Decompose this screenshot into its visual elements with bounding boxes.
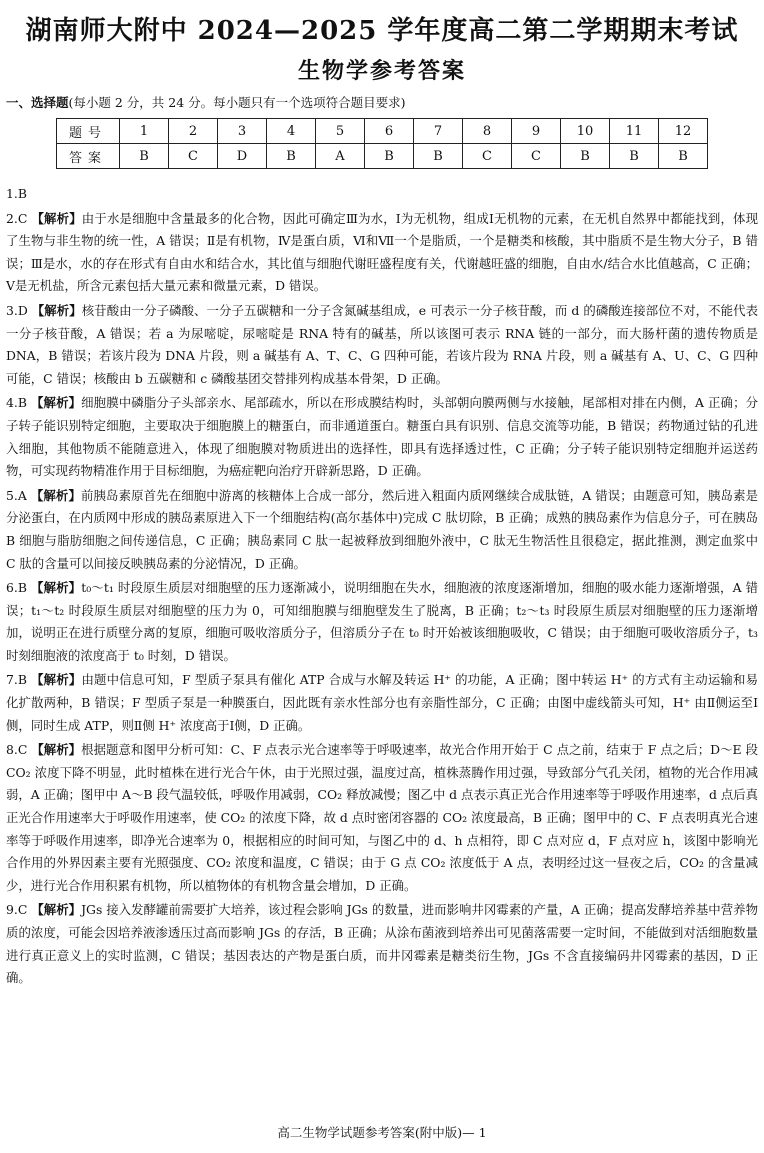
question-number: 8 (463, 119, 512, 144)
item-text: 由于水是细胞中含量最多的化合物，因此可确定Ⅲ为水，Ⅰ为无机物，组成Ⅰ无机物的元素，在无机自然界中都能找到，体现了生物与非生物的统一性，A 错误；Ⅱ是有机物，Ⅳ是蛋白质，Ⅵ和Ⅶ一个是脂质，一个是糖类和核酸，其中脂质不是生物大分子，B 错误；Ⅲ是水，水的存在形式有自由水和结合水，其比值与细胞代谢旺盛程度有关，代谢越旺盛的细胞，自由水/结合水比值越高，C 正确；Ⅴ是无机盐，所含元素包括大量元素和微量元素，D 错误。 (6, 210, 758, 294)
row-label-answer: 答案 (57, 144, 120, 169)
answer-cell: B (610, 144, 659, 169)
item-text: 前胰岛素原首先在细胞中游离的核糖体上合成一部分，然后进入粗面内质网继续合成肽链，A 错误；由题意可知，胰岛素是分泌蛋白，在内质网中形成的胰岛素原进入下一个细胞结构(高尔基体中)完成 C 肽切除，B 正确；成熟的胰岛素作为信息分子，可在胰岛 B 细胞与脂肪细胞之间传递信息，C 正确；胰岛素同 C 肽一起被释放到细胞外液中，C 肽无生物活性且很稳定，据此推测，测定血浆中 C 肽的含量可以间接反映胰岛素的分泌情况，D 正确。 (6, 487, 758, 571)
question-number: 5 (316, 119, 365, 144)
answer-item-5 (6, 485, 758, 575)
answer-item-6 (6, 577, 758, 667)
analysis-tag: 【解析】 (31, 742, 82, 758)
item-number: 4.B (6, 395, 27, 411)
answer-cell: B (414, 144, 463, 169)
item-number: 8.C (6, 742, 28, 758)
item-number: 9.C (6, 902, 28, 918)
analysis-tag: 【解析】 (31, 210, 82, 226)
analysis-tag: 【解析】 (31, 302, 82, 318)
question-number: 4 (267, 119, 316, 144)
answer-cell: A (316, 144, 365, 169)
analysis-tag: 【解析】 (31, 395, 82, 411)
answer-item-8 (6, 739, 758, 897)
item-number: 6.B (6, 580, 27, 596)
section-title: 一、选择题 (6, 95, 69, 110)
item-number: 2.C (6, 210, 28, 226)
item-text: 根据题意和图甲分析可知：C、F 点表示光合速率等于呼吸速率，故光合作用开始于 C 点之前，结束于 F 点之后；D～E 段 CO₂ 浓度下降不明显，此时植株在进行光合午休，由于光照过强，温度过高，植株蒸腾作用过强，导致部分气孔关闭，植物的光合作用减弱，A 正确；图甲中 A～B 段气温较低，呼吸作用减弱，CO₂ 释放减慢；图乙中 d 点表示真正光合作用速率等于呼吸作用速率，d 点后真正光合作用速率大于呼吸作用速率，使 CO₂ 的浓度下降，故 d 点时密闭容器的 CO₂ 浓度最高，B 正确；图甲中的 C、F 点表明真光合速率等于呼吸作用速率，即净光合速率为 0，根据相应的时间可知，与图乙中的 d、h 点相符，即 C 点对应 d，F 点对应 h，该图中影响光合作用的外界因素主要有光照强度、CO₂ 浓度和温度，C 错误；由于 G 点 CO₂ 浓度低于 A 点，表明经过这一昼夜之后，CO₂ 的含量减少，进行光合作用积累有机物，所以植物体的有机物含量会增加，D 正确。 (6, 742, 758, 893)
question-number: 6 (365, 119, 414, 144)
answer-item-1 (6, 183, 758, 206)
answer-item-4 (6, 392, 758, 482)
answer-cell: B (561, 144, 610, 169)
item-text: 细胞膜中磷脂分子头部亲水、尾部疏水，所以在形成膜结构时，头部朝向膜两侧与水接触，尾部相对排在内侧，A 正确；分子转子能识别特定细胞，主要取决于细胞膜上的糖蛋白，而非通道蛋白。糖蛋白具有识别、信息交流等功能，B 错误；药物通过钻的孔进入细胞，其他物质不能随意进入，体现了细胞膜对物质进出的选择性，即具有选择透过性，C 正确；分子转子能识别特定细胞并运送药物，可实现药物精准作用于目标细胞，为癌症靶向治疗开辟新思路，D 正确。 (6, 395, 758, 479)
item-text: 核苷酸由一分子磷酸、一分子五碳糖和一分子含氮碱基组成，e 可表示一分子核苷酸，而 d 的磷酸连接部位不对，不能代表一分子核苷酸，A 错误；若 a 为尿嘧啶，尿嘧啶是 RNA 特有的碱基，所以该图可表示 RNA 链的一部分，而大肠杆菌的遗传物质是 DNA，B 错误；若该片段为 DNA 片段，则 a 碱基有 A、T、C、G 四种可能，若该片段为 RNA 片段，则 a 碱基有 A、U、C、G 四种可能，C 错误；核酸由 b 五碳糖和 c 磷酸基团交替排列构成基本骨架，D 正确。 (6, 302, 758, 386)
question-number: 1 (120, 119, 169, 144)
answer-table (56, 118, 708, 169)
answer-item-9 (6, 899, 758, 989)
page-subtitle: 生物学参考答案 (297, 58, 466, 84)
answer-table-row-numbers (57, 119, 708, 144)
section-note: (每小题 2 分，共 24 分。每小题只有一个选项符合题目要求) (68, 95, 406, 110)
question-number: 7 (414, 119, 463, 144)
item-number: 1.B (6, 186, 27, 201)
page-title: 湖南师大附中 2024—2025 学年度高二第二学期期末考试 (25, 16, 739, 46)
item-number: 7.B (6, 672, 27, 688)
analysis-tag: 【解析】 (30, 487, 81, 503)
answer-cell: C (169, 144, 218, 169)
answer-item-2 (6, 208, 758, 298)
analysis-tag: 【解析】 (31, 672, 82, 688)
row-label-number: 题号 (57, 119, 120, 144)
item-number: 3.D (6, 302, 28, 318)
answer-table-row-answers (57, 144, 708, 169)
section-heading (6, 94, 406, 112)
answer-cell: B (659, 144, 708, 169)
question-number: 10 (561, 119, 610, 144)
question-number: 3 (218, 119, 267, 144)
question-number: 12 (659, 119, 708, 144)
answer-cell: B (365, 144, 414, 169)
answer-cell: C (463, 144, 512, 169)
answer-cell: B (267, 144, 316, 169)
item-text: t₀～t₁ 时段原生质层对细胞壁的压力逐渐减小，说明细胞在失水，细胞液的浓度逐渐增加，细胞的吸水能力逐渐增强，A 错误；t₁～t₂ 时段原生质层对细胞壁的压力为 0，可知细胞膜与细胞壁发生了脱离，B 正确；t₂～t₃ 时段原生质层对细胞壁的压力逐渐增加，说明正在进行质壁分离的复原，细胞可吸收溶质分子，但溶质分子在 t₀ 时开始被该细胞吸收，C 错误；由于细胞可吸收溶质分子，t₃ 时刻细胞液的浓度高于 t₀ 时刻，D 错误。 (6, 580, 758, 663)
answer-cell: B (120, 144, 169, 169)
item-number: 5.A (6, 487, 27, 503)
question-number: 11 (610, 119, 659, 144)
item-text: JGs 接入发酵罐前需要扩大培养，该过程会影响 JGs 的数量，进而影响井冈霉素的产量，A 正确；提高发酵培养基中营养物质的浓度，可能会因培养液渗透压过高而影响 JGs 的存活，B 正确；从涂布菌液到培养出可见菌落需要一定时间，不能做到对活细胞数量进行真正意义上的实时监测，C 错误；基因表达的产物是蛋白质，而井冈霉素是糖类衍生物，JGs 不含直接编码井冈霉素的基因，D 正确。 (6, 902, 758, 986)
explanations (6, 183, 758, 992)
item-text: 由题中信息可知，F 型质子泵具有催化 ATP 合成与水解及转运 H⁺ 的功能，A 正确；图中转运 H⁺ 的方式有主动运输和易化扩散两种，B 错误；F 型质子泵是一种膜蛋白，因此既有亲水性部分也有亲脂性部分，C 正确；由图中虚线箭头可知，H⁺ 由Ⅱ侧运至Ⅰ侧，同时生成 ATP，则Ⅱ侧 H⁺ 浓度高于Ⅰ侧，D 正确。 (6, 672, 758, 733)
analysis-tag: 【解析】 (31, 580, 82, 596)
answer-cell: C (512, 144, 561, 169)
answer-cell: D (218, 144, 267, 169)
question-number: 2 (169, 119, 218, 144)
page-footer: 高二生物学试题参考答案(附中版)— 1 (277, 1125, 487, 1140)
answer-item-3 (6, 300, 758, 390)
answer-item-7 (6, 669, 758, 737)
question-number: 9 (512, 119, 561, 144)
analysis-tag: 【解析】 (31, 902, 82, 918)
